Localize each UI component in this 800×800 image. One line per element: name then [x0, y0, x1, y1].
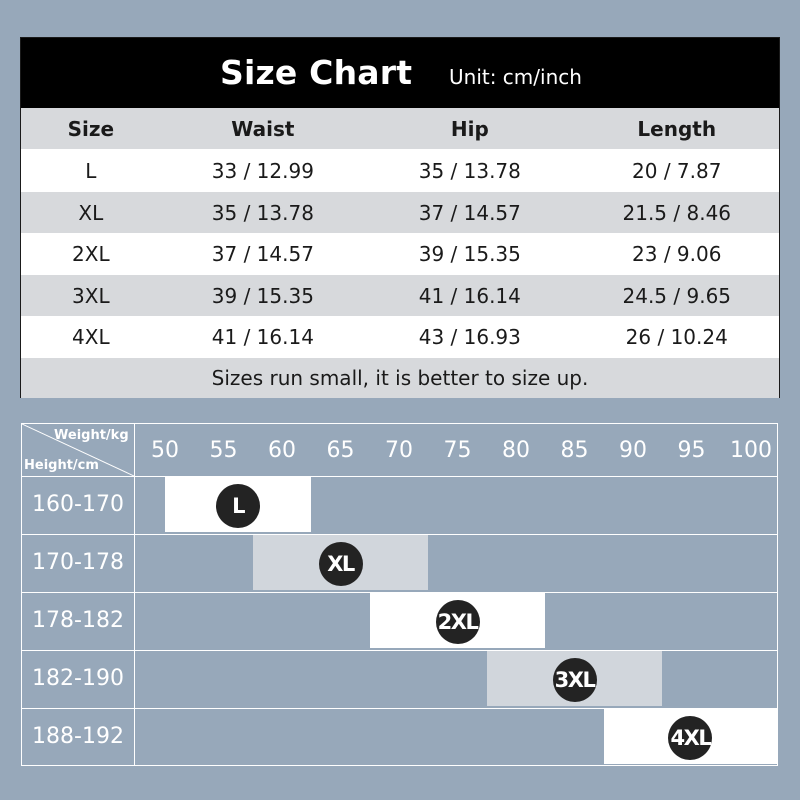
height-row-label: 178-182 — [32, 608, 124, 633]
weight-tick-label: 50 — [151, 438, 179, 463]
size-badge: 4XL — [668, 716, 712, 760]
waist-cell: 39 / 15.35 — [211, 283, 314, 308]
weight-tick-label: 55 — [209, 438, 238, 463]
waist-cell: 37 / 14.57 — [211, 241, 314, 266]
hip-cell: 39 / 15.35 — [418, 241, 521, 266]
waist-cell: 41 / 16.14 — [211, 324, 314, 349]
size-badge: 3XL — [553, 658, 597, 702]
waist-cell: 35 / 13.78 — [211, 200, 314, 225]
row-divider — [22, 650, 777, 651]
table-header-bar — [21, 38, 779, 108]
weight-height-grid — [21, 423, 778, 766]
table-row — [21, 192, 779, 233]
height-row-label: 160-170 — [32, 492, 124, 517]
weight-tick-label: 65 — [326, 438, 355, 463]
height-row-label: 188-192 — [32, 724, 124, 749]
height-axis-label: Height/cm — [24, 458, 99, 473]
size-cell: 4XL — [72, 324, 110, 349]
column-header-size: Size — [67, 116, 115, 141]
column-header-waist: Waist — [231, 116, 295, 141]
waist-cell: 33 / 12.99 — [211, 158, 314, 183]
weight-tick-label: 80 — [502, 438, 530, 463]
size-badge: 2XL — [436, 600, 480, 644]
length-cell: 26 / 10.24 — [625, 324, 728, 349]
table-row — [21, 233, 779, 274]
hip-cell: 41 / 16.14 — [418, 283, 521, 308]
column-header-length: Length — [637, 116, 717, 141]
weight-tick-label: 75 — [443, 438, 472, 463]
weight-tick-label: 70 — [385, 438, 413, 463]
length-cell: 20 / 7.87 — [632, 158, 722, 183]
table-row — [21, 150, 779, 191]
weight-tick-label: 60 — [268, 438, 296, 463]
size-chart-table — [20, 37, 780, 398]
weight-axis-label: Weight/kg — [54, 428, 129, 443]
length-cell: 23 / 9.06 — [632, 241, 722, 266]
table-row — [21, 275, 779, 316]
weight-tick-label: 100 — [730, 438, 772, 463]
size-badge: L — [216, 484, 260, 528]
height-row-label: 182-190 — [32, 666, 124, 691]
hip-cell: 37 / 14.57 — [418, 200, 521, 225]
table-row — [21, 316, 779, 357]
size-badge: XL — [319, 542, 363, 586]
size-cell: XL — [78, 200, 104, 225]
hip-cell: 35 / 13.78 — [418, 158, 521, 183]
height-row-label: 170-178 — [32, 550, 124, 575]
length-cell: 21.5 / 8.46 — [622, 200, 732, 225]
column-header-hip: Hip — [450, 116, 489, 141]
size-cell: 2XL — [72, 241, 110, 266]
table-title: Size Chart — [220, 53, 413, 92]
weight-tick-label: 90 — [619, 438, 647, 463]
table-unit: Unit: cm/inch — [449, 65, 582, 89]
length-cell: 24.5 / 9.65 — [622, 283, 732, 308]
size-cell: 3XL — [72, 283, 110, 308]
header-row-divider — [22, 476, 777, 477]
weight-tick-label: 95 — [677, 438, 706, 463]
hip-cell: 43 / 16.93 — [418, 324, 521, 349]
table-header-row — [21, 108, 779, 149]
sizing-note: Sizes run small, it is better to size up. — [21, 358, 779, 398]
weight-tick-label: 85 — [560, 438, 589, 463]
size-cell: L — [85, 158, 97, 183]
